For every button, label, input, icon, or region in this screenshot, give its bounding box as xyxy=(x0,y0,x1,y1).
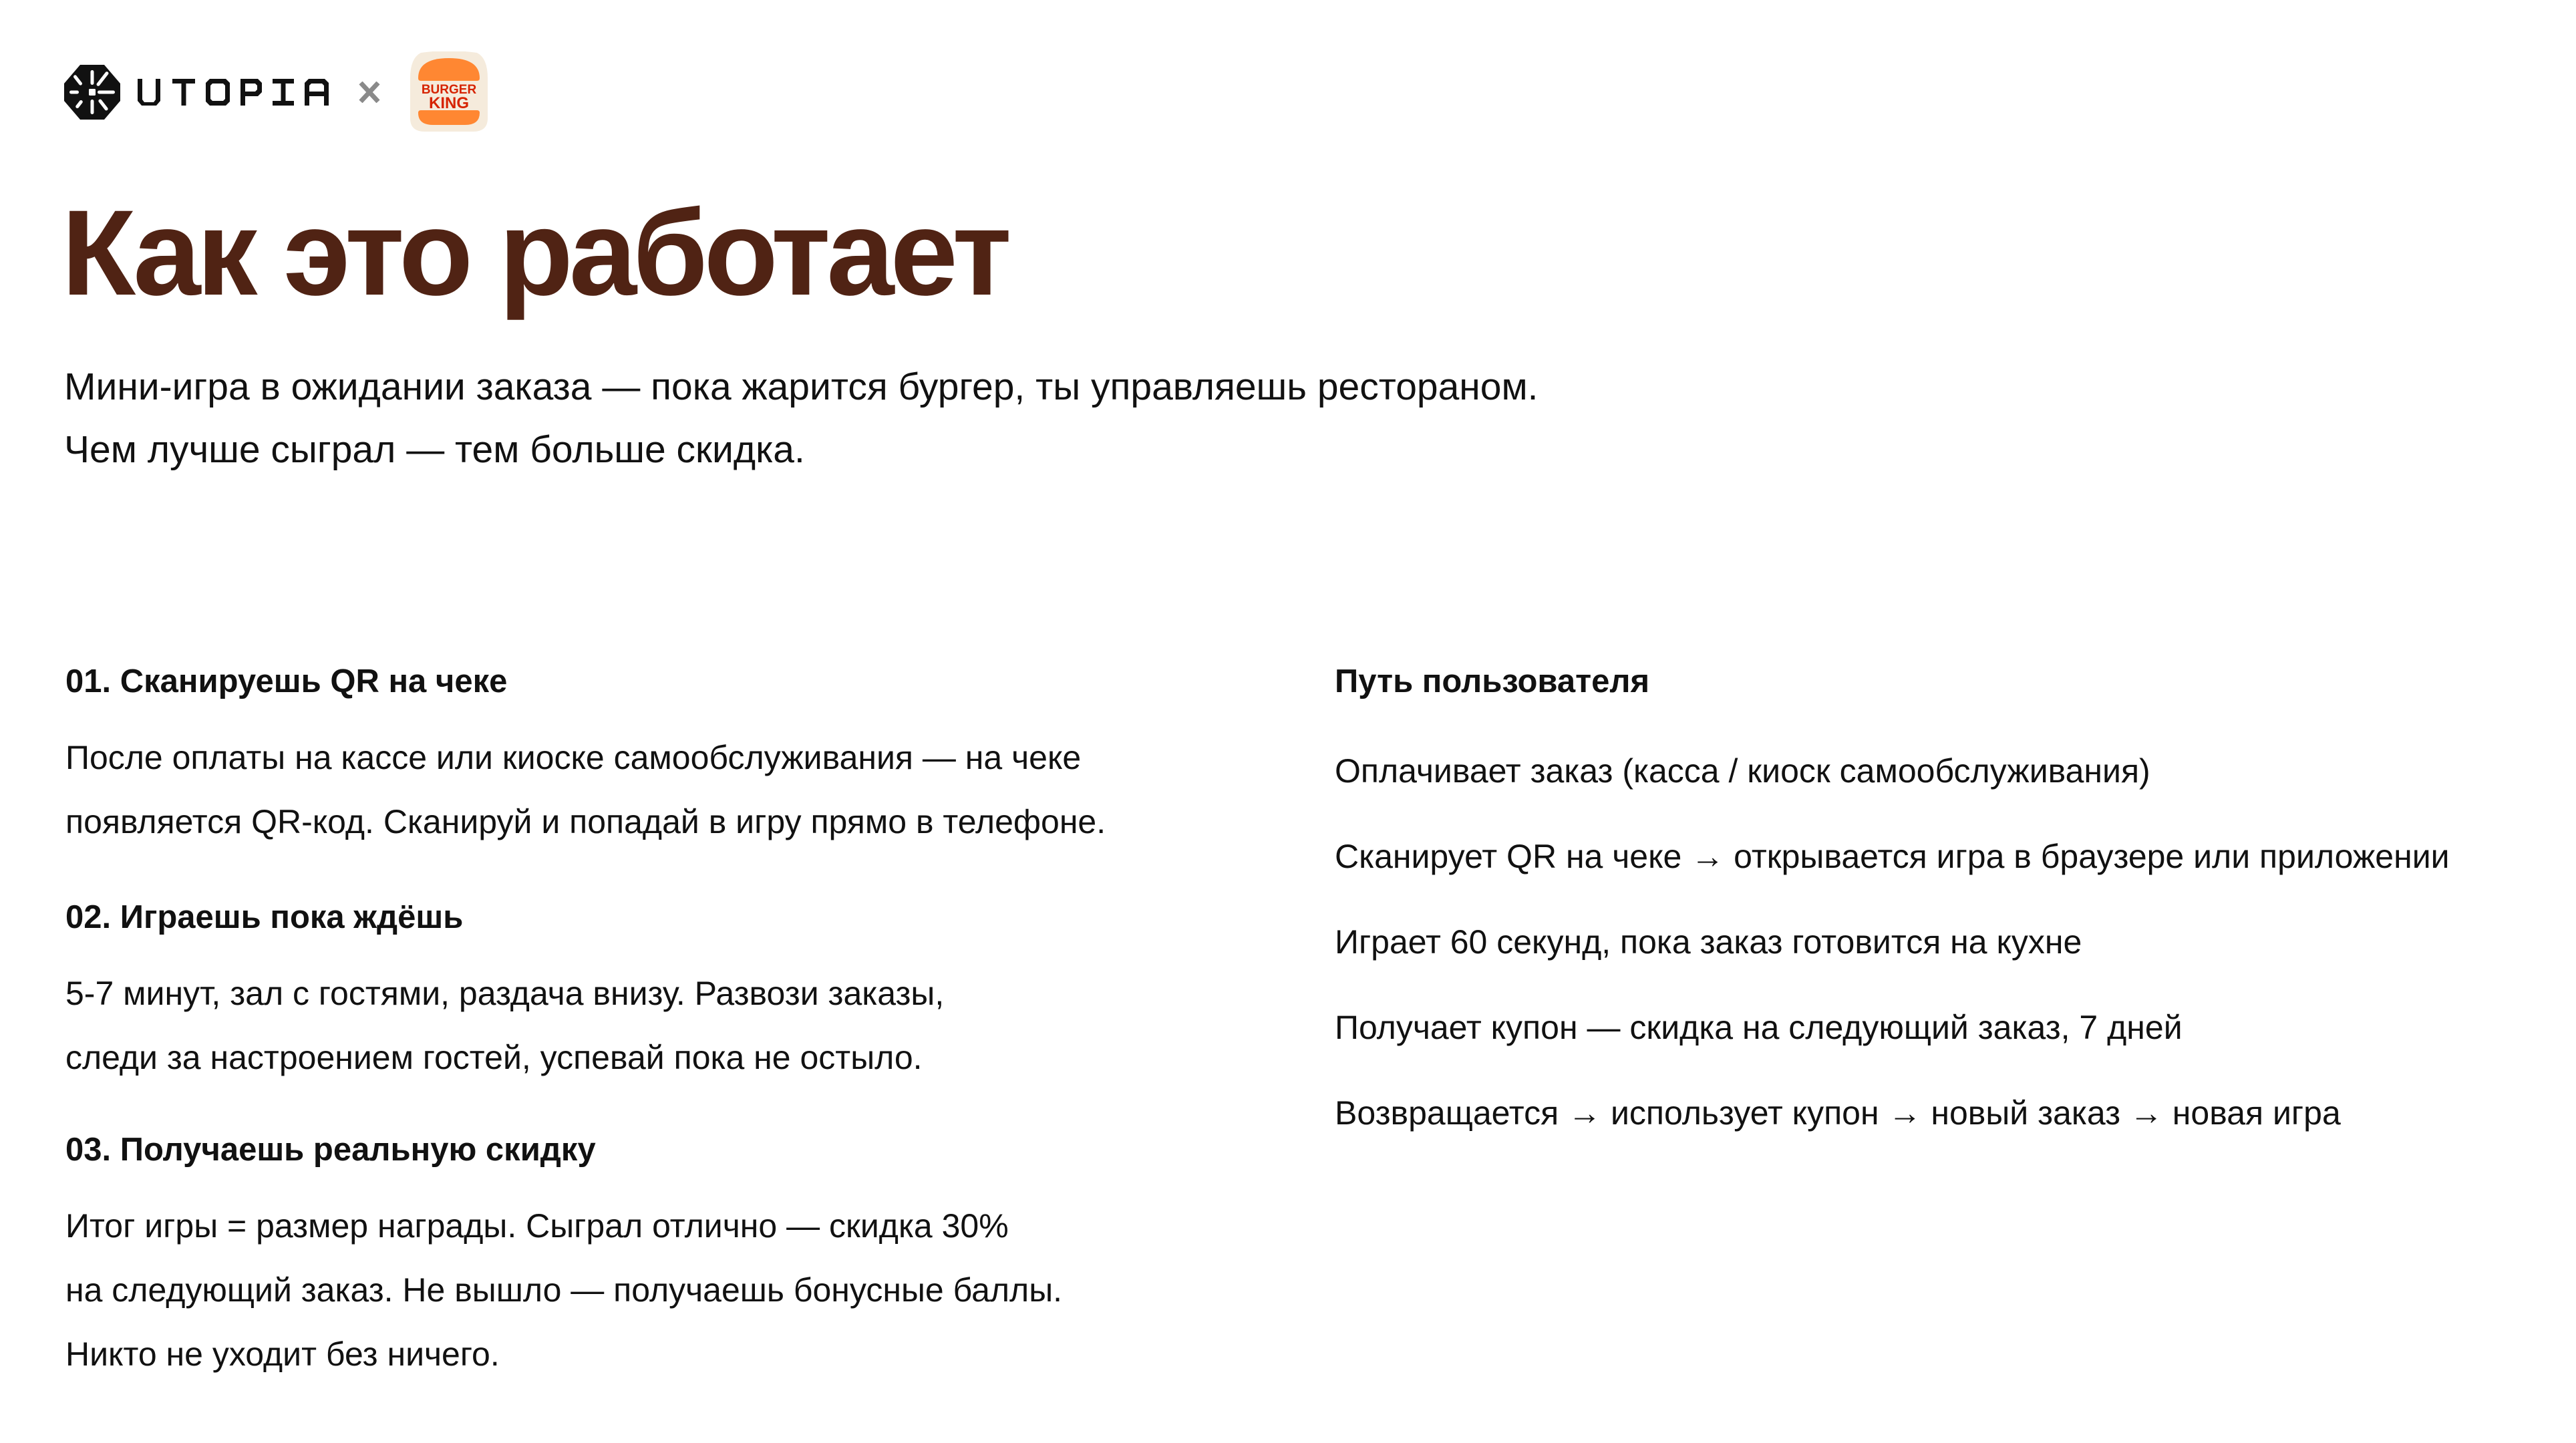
user-path-item: Сканирует QR на чеке → открывается игра в браузере или приложении xyxy=(1335,838,2450,875)
page-subtitle xyxy=(64,355,1539,481)
step-1 xyxy=(65,661,1268,854)
utopia-wordmark xyxy=(138,77,333,107)
utopia-logo-icon xyxy=(64,65,120,120)
partner-logos xyxy=(64,51,489,134)
user-path-item: Возвращается → использует купон → новый заказ → новая игра xyxy=(1335,1094,2341,1132)
burger-king-logo xyxy=(409,51,489,133)
subtitle-line: Чем лучше сыграл — тем больше скидка. xyxy=(64,428,805,471)
step-title: 02. Играешь пока ждёшь xyxy=(65,899,464,935)
step-3 xyxy=(65,1130,1268,1386)
user-path-item: Оплачивает заказ (касса / киоск самообслуживания) xyxy=(1335,752,2150,790)
utopia-wordmark-glyphs xyxy=(138,77,333,107)
step-title: 01. Сканируешь QR на чеке xyxy=(65,663,508,699)
step-description xyxy=(65,726,1268,854)
page-title: Как это работает xyxy=(61,184,1008,321)
step-line: следи за настроением гостей, успевай пока не остыло. xyxy=(65,1039,923,1076)
collaboration-x-icon xyxy=(358,82,381,103)
step-description xyxy=(65,961,1268,1090)
step-line: на следующий заказ. Не вышло — получаешь бонусные баллы. xyxy=(65,1271,1063,1309)
step-line: появляется QR-код. Сканируй и попадай в игру прямо в телефоне. xyxy=(65,803,1106,840)
step-line: Итог игры = размер награды. Сыграл отлично — скидка 30% xyxy=(65,1207,1009,1245)
svg-text:BURGER: BURGER xyxy=(421,83,477,97)
user-path-item: Играет 60 секунд, пока заказ готовится на кухне xyxy=(1335,923,2082,961)
svg-text:KING: KING xyxy=(429,94,469,112)
user-path-item: Получает купон — скидка на следующий заказ, 7 дней xyxy=(1335,1009,2183,1046)
subtitle-line: Мини-игра в ожидании заказа — пока жарится бургер, ты управляешь рестораном. xyxy=(64,365,1539,408)
step-line: Никто не уходит без ничего. xyxy=(65,1335,500,1373)
step-description xyxy=(65,1194,1268,1386)
user-path xyxy=(1335,661,2551,1156)
step-2 xyxy=(65,897,1268,1090)
step-line: 5-7 минут, зал с гостями, раздача внизу. Развози заказы, xyxy=(65,975,945,1012)
step-line: После оплаты на кассе или киоске самообслуживания — на чеке xyxy=(65,739,1082,776)
user-path-list xyxy=(1335,728,2551,1156)
user-path-title: Путь пользователя xyxy=(1335,663,1650,699)
step-title: 03. Получаешь реальную скидку xyxy=(65,1132,596,1168)
